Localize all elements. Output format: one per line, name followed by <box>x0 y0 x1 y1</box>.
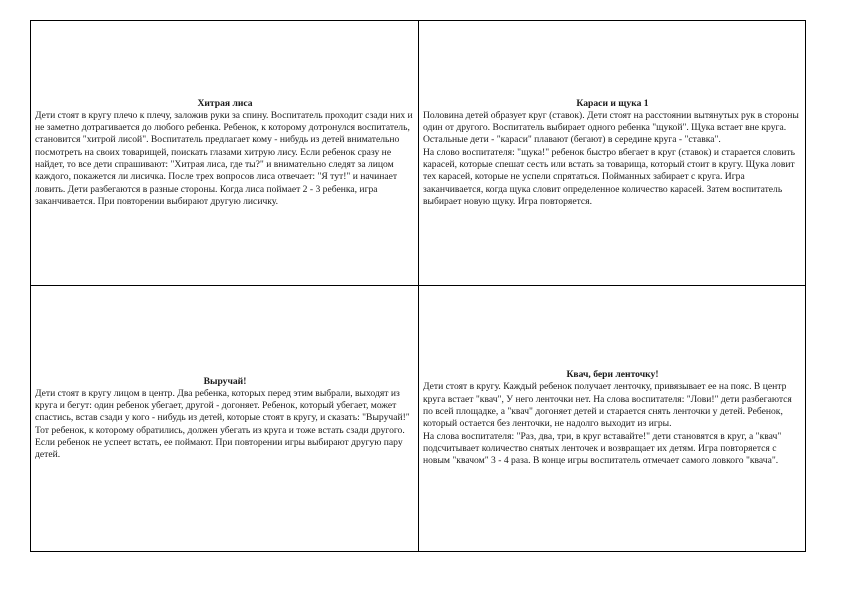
game-card-rescue <box>31 286 419 551</box>
card-text: На слово воспитателя: "щука!" ребенок быстро вбегает в круг (ставок) и старается словить карасей, которые спешат сесть или встать за товарища, который стоит в кругу. Щука ловит тех карасей, которые не успели спрятаться. Пойманных забирает с круга. Игра заканчивается, когда щука словит определенное количество карасей. Затем воспитатель выбирает новую щуку. Игра повторяется. <box>423 146 795 207</box>
card-text: Дети стоят в кругу. Каждый ребенок получает ленточку, привязывает ее на пояс. В центр круга встает "квач", У него ленточки нет. На слова воспитателя: "Лови!" дети разбегаются по всей площадке, а "квач" догоняет детей и старается снять ленточки у детей. Ребенок, который остается без ленточки, не надолго выходит из игры. <box>423 381 792 430</box>
card-text: Дети стоят в кругу плечо к плечу, заложив руки за спину. Воспитатель проходит сзади них и не заметно дотрагивается до любого ребенка. Ребенок, к которому дотронулся воспитатель, становится "хитрой лисой". Воспитатель предлагает кому - нибудь из детей внимательно посмотреть на своих товарищей, поискать глазами хитрую лису. Если ребенок сразу не найдет, то все дети спрашивают: "Хитрая лиса, где ты?" и внимательно следят за лицом каждого, покажется ли лисичка. После трех вопросов лиса отвечает: "Я тут!" и начинает ловить. Дети разбегаются в разные стороны. Когда лиса поймает 2 - 3 ребенка, игра заканчивается. При повторении выбирают другую лисичку. <box>35 109 413 207</box>
card-text: Дети стоят в кругу лицом в центр. Два ребенка, которых перед этим выбрали, выходят из круга и бегут: один ребенок убегает, другой - догоняет. Ребенок, который убегает, может спастись, встав сзади у кого - нибудь из детей, которые стоят в кругу, и сказать: "Выручай!" Тот ребенок, к которому обратились, должен убегать из круга и тоже встать сзади другого. Если ребенок не успеет встать, ее поймают. При повторении игры выбирают другую пару детей. <box>35 387 410 461</box>
card-title: Выручай! <box>203 375 247 387</box>
card-text: Половина детей образует круг (ставок). Дети стоят на расстоянии вытянутых рук в стороны один от другого. Воспитатель выбирает одного ребенка "щукой". Щука встает вне круга. Остальные дети - "караси" плавают (бегают) в середине круга - "ставка". <box>423 109 799 146</box>
game-card-carps-and-pike <box>419 21 805 286</box>
card-text: На слова воспитателя: "Раз, два, три, в круг вставайте!" дети становятся в круг, а "квач" подсчитывает количество снятых ленточек и возвращает их детям. Игра повторяется с новым "квачом" 3 - 4 раза. В конце игры воспитатель отмечает самого ловкого "квача". <box>423 430 782 467</box>
game-cards-sheet <box>30 20 806 552</box>
card-title: Караси и щука 1 <box>576 97 649 109</box>
game-card-sly-fox <box>31 21 419 286</box>
card-title: Квач, бери ленточку! <box>566 369 659 381</box>
game-card-kvach-ribbon <box>419 286 805 551</box>
card-title: Хитрая лиса <box>197 97 253 109</box>
